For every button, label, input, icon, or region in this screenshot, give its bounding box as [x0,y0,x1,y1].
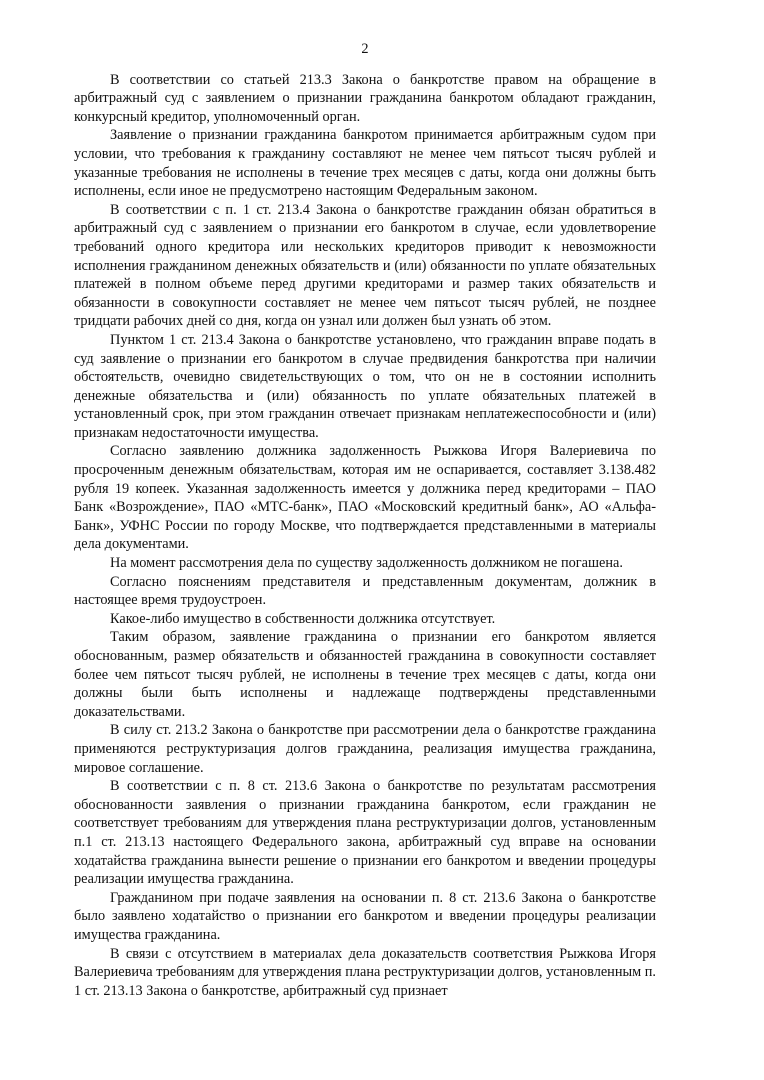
paragraph: На момент рассмотрения дела по существу задолженность должником не погашена. [110,555,623,572]
page-number: 2 [361,41,369,57]
paragraph: Заявление о признании гражданина банкротом принимается арбитражным судом при условии, что требования к гражданину составляют не менее чем пятьсот тысяч рублей и указанные требования не исполнены в течение трех месяцев с даты, когда они должны быть исполнены, если иное не предусмотрено настоящим Федеральным законом. [74,127,656,200]
paragraph: Таким образом, заявление гражданина о признании его банкротом является обоснованным, размер обязательств и обязанностей гражданина в совокупности составляет более чем пятьсот тысяч рублей, не исполнены в течение трех месяцев с даты, когда они должны были быть исполнены и надлежаще подтверждены представленными доказательствами. [74,629,656,720]
paragraph: Пунктом 1 ст. 213.4 Закона о банкротстве установлено, что гражданин вправе подать в суд заявление о признании его банкротом в случае предвидения банкротства при наличии обстоятельств, очевидно свидетельствующих о том, что он не в состоянии исполнить денежные обязательства и (или) обязанность по уплате обязательных платежей в установленный срок, при этом гражданин отвечает признакам неплатежеспособности и (или) признакам недостаточности имущества. [74,331,656,441]
paragraph: В соответствии с п. 8 ст. 213.6 Закона о банкротстве по результатам рассмотрения обоснованности заявления о признании гражданина банкротом, если гражданин не соответствует требованиям для утверждения плана реструктуризации долгов, установленным п.1 ст. 213.13 настоящего Федерального закона, арбитражный суд вправе на основании ходатайства гражданина вынести решение о признании его банкротом и введении процедуры реализации имущества гражданина. [74,778,656,888]
paragraph: Гражданином при подаче заявления на основании п. 8 ст. 213.6 Закона о банкротстве было заявлено ходатайство о признании его банкротом и введении процедуры реализации имущества гражданина. [74,889,656,943]
paragraph: Согласно заявлению должника задолженность Рыжкова Игоря Валериевича по просроченным денежным обязательствам, которая им не оспаривается, составляет 3.138.482 рубля 19 копеек. Указанная задолженность имеется у должника перед кредиторами – ПАО Банк «Возрождение», ПАО «МТС-банк», ПАО «Московский кредитный банк», АО «Альфа-Банк», УФНС России по городу Москве, что подтверждается представленными в материалы дела документами. [74,443,656,553]
paragraph: Какое-либо имущество в собственности должника отсутствует. [110,610,496,627]
paragraph: В соответствии со статьей 213.3 Закона о банкротстве правом на обращение в арбитражный суд с заявлением о признании гражданина банкротом обладают гражданин, конкурсный кредитор, уполномоченный орган. [74,71,656,125]
paragraph: В силу ст. 213.2 Закона о банкротстве при рассмотрении дела о банкротстве гражданина применяются реструктуризация долгов гражданина, реализация имущества гражданина, мировое соглашение. [74,722,656,776]
paragraph: В связи с отсутствием в материалах дела доказательств соответствия Рыжкова Игоря Валериевича требованиям для утверждения плана реструктуризации долгов, установленным п. 1 ст. 213.13 Закона о банкротстве, арбитражный суд признает [74,945,656,999]
paragraph: В соответствии с п. 1 ст. 213.4 Закона о банкротстве гражданин обязан обратиться в арбитражный суд с заявлением о признании его банкротом в случае, если удовлетворение требований одного кредитора или нескольких кредиторов приводит к невозможности исполнения гражданином денежных обязательств и (или) обязанности по уплате обязательных платежей в полном объеме перед другими кредиторами и размер таких обязательств и обязанности в совокупности составляет не менее чем пятьсот тысяч рублей, не позднее тридцати рабочих дней со дня, когда он узнал или должен был узнать об этом. [74,201,656,330]
paragraph: Согласно пояснениям представителя и представленным документам, должник в настоящее время трудоустроен. [74,573,656,609]
